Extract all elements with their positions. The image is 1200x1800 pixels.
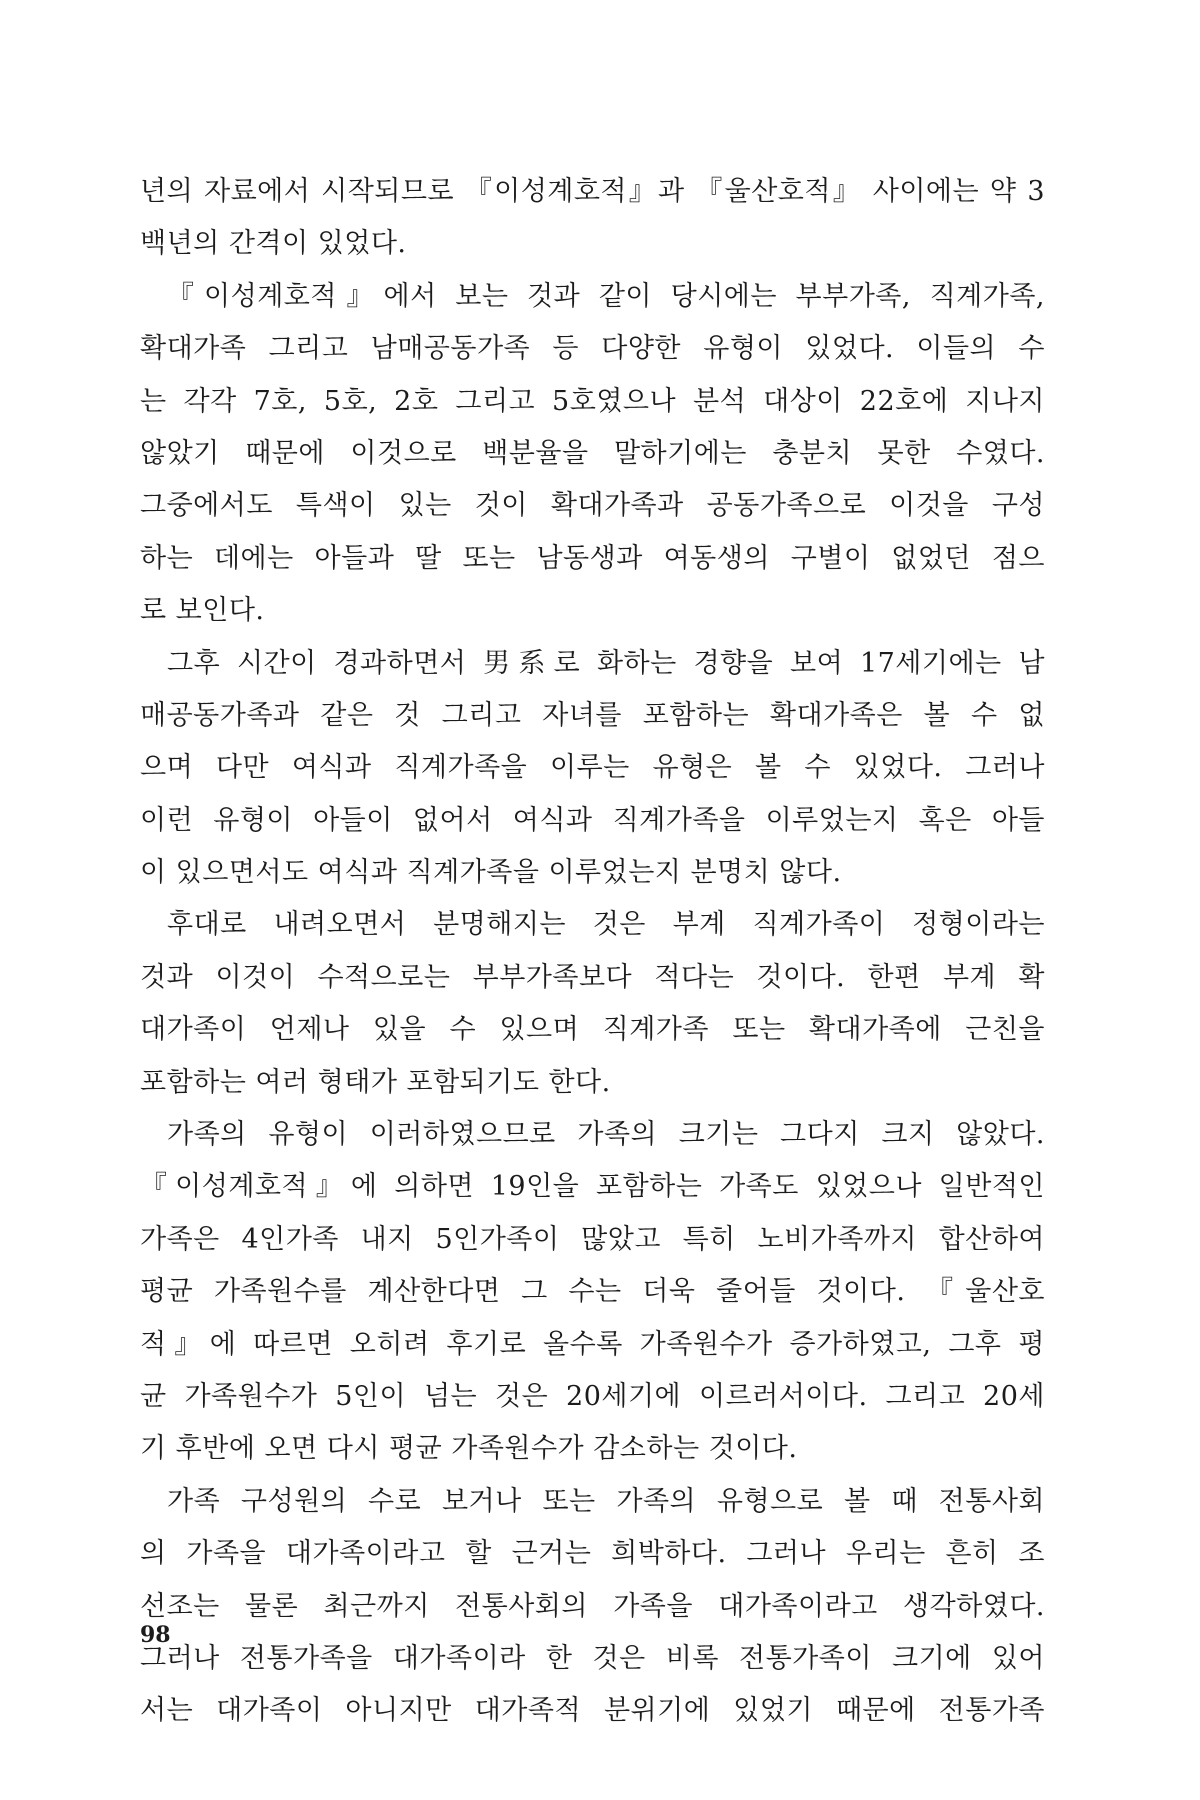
text-line: 기 후반에 오면 다시 평균 가족원수가 감소하는 것이다. (140, 1433, 798, 1465)
text-line: 가족은 4인가족 내지 5인가족이 많았고 특히 노비가족까지 합산하여 (140, 1223, 1045, 1255)
text-line: 로 보인다. (140, 595, 265, 627)
text-line: 선조는 물론 최근까지 전통사회의 가족을 대가족이라고 생각하였다. (140, 1590, 1045, 1622)
text-line: 않았기 때문에 이것으로 백분율을 말하기에는 충분치 못한 수였다. (140, 437, 1045, 469)
text-line: 으며 다만 여식과 직계가족을 이루는 유형은 볼 수 있었다. 그러나 (140, 752, 1045, 784)
text-line: 의 가족을 대가족이라고 할 근거는 희박하다. 그러나 우리는 흔히 조 (140, 1538, 1045, 1570)
text-line: 그후 시간이 경과하면서 男系로 화하는 경향을 보여 17세기에는 남 (167, 647, 1045, 679)
text-line: 가족의 유형이 이러하였으므로 가족의 크기는 그다지 크지 않았다. (167, 1119, 1045, 1151)
text-line: 백년의 간격이 있었다. (140, 228, 407, 260)
text-line: 『이성계호적』에서 보는 것과 같이 당시에는 부부가족, 직계가족, (167, 280, 1045, 312)
text-line: 것과 이것이 수적으로는 부부가족보다 적다는 것이다. 한편 부계 확 (140, 961, 1045, 993)
text-line: 이런 유형이 아들이 없어서 여식과 직계가족을 이루었는지 혹은 아들 (140, 804, 1045, 836)
text-line: 후대로 내려오면서 분명해지는 것은 부계 직계가족이 정형이라는 (167, 909, 1045, 941)
text-line: 년의 자료에서 시작되므로 『이성계호적』과 『울산호적』 사이에는 약 3 (140, 176, 1045, 207)
text-line: 매공동가족과 같은 것 그리고 자녀를 포함하는 확대가족은 볼 수 없 (140, 699, 1045, 731)
text-line: 그러나 전통가족을 대가족이라 한 것은 비록 전통가족이 크기에 있어 (140, 1642, 1045, 1674)
text-line: 적』에 따르면 오히려 후기로 올수록 가족원수가 증가하였고, 그후 평 (140, 1328, 1045, 1360)
text-line: 이 있으면서도 여식과 직계가족을 이루었는지 분명치 않다. (140, 857, 842, 889)
text-line: 대가족이 언제나 있을 수 있으며 직계가족 또는 확대가족에 근친을 (140, 1014, 1045, 1046)
page-number: 98 (140, 1622, 171, 1648)
text-line: 가족 구성원의 수로 보거나 또는 가족의 유형으로 볼 때 전통사회 (167, 1485, 1045, 1517)
text-line: 하는 데에는 아들과 딸 또는 남동생과 여동생의 구별이 없었던 점으 (140, 542, 1045, 574)
text-line: 평균 가족원수를 계산한다면 그 수는 더욱 줄어들 것이다. 『울산호 (140, 1276, 1045, 1308)
body-text (140, 166, 1045, 1738)
text-line: 확대가족 그리고 남매공동가족 등 다양한 유형이 있었다. 이들의 수 (140, 333, 1045, 365)
text-line: 포함하는 여러 형태가 포함되기도 한다. (140, 1066, 611, 1098)
text-line: 균 가족원수가 5인이 넘는 것은 20세기에 이르러서이다. 그리고 20세 (140, 1380, 1045, 1412)
text-line: 서는 대가족이 아니지만 대가족적 분위기에 있었기 때문에 전통가족 (140, 1695, 1045, 1727)
text-line: 는 각각 7호, 5호, 2호 그리고 5호였으나 분석 대상이 22호에 지나지 (140, 385, 1045, 417)
text-line: 『이성계호적』에 의하면 19인을 포함하는 가족도 있었으나 일반적인 (140, 1171, 1045, 1203)
text-line: 그중에서도 특색이 있는 것이 확대가족과 공동가족으로 이것을 구성 (140, 490, 1045, 522)
